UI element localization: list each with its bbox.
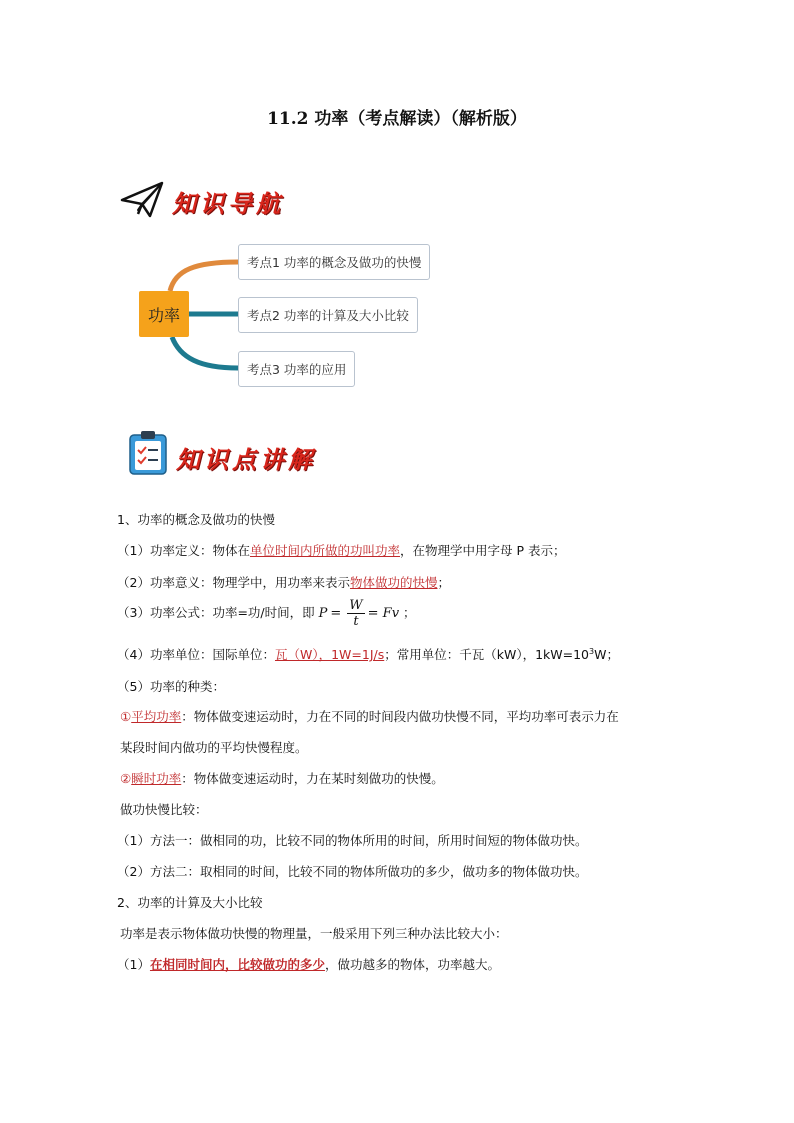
section-1-heading: 1、功率的概念及做功的快慢 [117, 512, 275, 527]
line-definition: （1）功率定义：物体在单位时间内所做的功叫功率，在物理学中用字母 P 表示； [117, 543, 566, 558]
connector-1 [170, 262, 238, 291]
line-compare-intro: 功率是表示物体做功快慢的物理量，一般采用下列三种办法比较大小： [120, 926, 508, 941]
section-2-heading: 2、功率的计算及大小比较 [117, 895, 263, 910]
mindmap-node-2: 考点2 功率的计算及大小比较 [238, 297, 418, 333]
power-formula: P = $\frac{W}{t}$ = Fv [318, 598, 400, 629]
document-title: 11.2 功率（考点解读）（解析版） [267, 109, 527, 129]
formula-fraction: $\frac{W}{t}$ [349, 598, 363, 629]
line-average-power: ①平均功率：物体做变速运动时，力在不同的时间段内做功快慢不同，平均功率可表示力在 [120, 709, 619, 724]
compare-1-highlight: 在相同时间内，比较做功的多少 [149, 957, 325, 972]
average-power-highlight: 平均功率 [131, 709, 182, 724]
line-formula: （3）功率公式：功率=功/时间，即 P = $\frac{W}{t}$ = Fv ； [117, 598, 416, 629]
line-meaning: （2）功率意义：物理学中，用功率来表示物体做功的快慢； [117, 575, 450, 590]
knowledge-nav-title: 知识导航 [172, 189, 284, 218]
line-method-2: （2）方法二：取相同的时间，比较不同的物体所做功的多少，做功多的物体做功快。 [117, 864, 588, 879]
line-compare-heading: 做功快慢比较： [120, 802, 208, 817]
mindmap-node-1: 考点1 功率的概念及做功的快慢 [238, 244, 430, 280]
knowledge-points-title: 知识点讲解 [176, 445, 316, 474]
line-types: （5）功率的种类： [117, 679, 225, 694]
line-average-power-cont: 某段时间内做功的平均快慢程度。 [120, 740, 308, 755]
line-method-1: （1）方法一：做相同的功，比较不同的物体所用的时间，所用时间短的物体做功快。 [117, 833, 588, 848]
definition-highlight: 单位时间内所做的功叫功率 [249, 543, 400, 558]
line-units: （4）功率单位：国际单位：瓦（W），1W=1J/s；常用单位：千瓦（kW），$1kW=10^3W$； [117, 646, 619, 662]
instant-power-highlight: 瞬时功率 [131, 771, 182, 786]
units-highlight: 瓦（W），1W=1J/s [274, 647, 385, 662]
line-compare-1: （1）在相同时间内，比较做功的多少，做功越多的物体，功率越大。 [117, 957, 500, 972]
meaning-highlight: 物体做功的快慢 [349, 575, 438, 590]
knowledge-points-banner [128, 430, 348, 480]
mindmap-node-3: 考点3 功率的应用 [238, 351, 355, 387]
clipboard-icon [128, 430, 168, 476]
mindmap-connectors [0, 0, 794, 420]
line-instant-power: ②瞬时功率：物体做变速运动时，力在某时刻做功的快慢。 [120, 771, 444, 786]
mindmap-root: 功率 [139, 291, 189, 337]
connector-3 [172, 337, 238, 368]
